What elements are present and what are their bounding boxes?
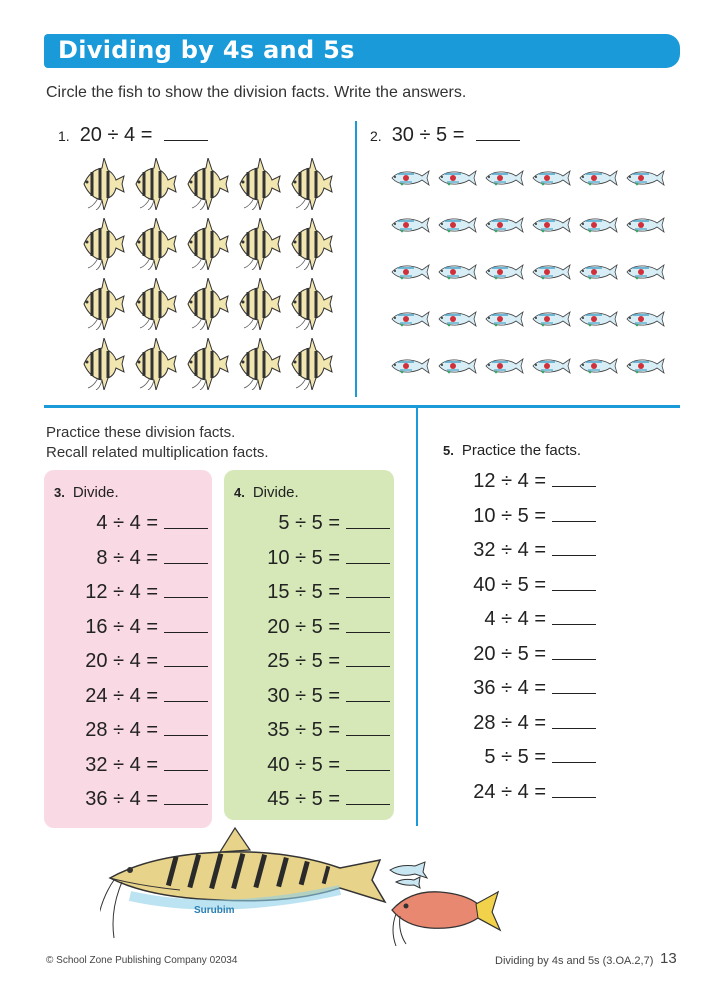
fact-expression: 36 ÷ 4 = <box>85 788 158 810</box>
divider-top-vertical <box>355 121 357 397</box>
fact-expression: 45 ÷ 5 = <box>267 788 340 810</box>
section-3-heading <box>54 484 119 501</box>
small-fish-icon[interactable] <box>484 309 524 329</box>
section-4-label: Divide. <box>252 484 299 501</box>
section3-fact-9 <box>50 788 208 811</box>
page-number: 13 <box>660 950 677 967</box>
section5-fact-5 <box>440 608 596 631</box>
angelfish-icon[interactable] <box>78 278 126 330</box>
answer-blank[interactable] <box>346 514 390 529</box>
fact-expression: 32 ÷ 4 = <box>85 753 158 776</box>
angelfish-icon[interactable] <box>182 158 230 210</box>
small-fish-icon[interactable] <box>390 309 430 329</box>
angelfish-icon[interactable] <box>130 338 178 390</box>
small-fish-icon[interactable] <box>578 262 618 282</box>
angelfish-icon[interactable] <box>182 338 230 390</box>
section4-fact-7 <box>232 719 390 742</box>
problem-1-expression: 20 ÷ 4 = <box>79 124 153 146</box>
fact-expression: 10 ÷ 5 = <box>267 546 340 569</box>
fact-expression: 5 ÷ 5 = <box>278 512 340 534</box>
small-fish-icon[interactable] <box>437 262 477 282</box>
answer-blank[interactable] <box>164 756 208 771</box>
small-fish-icon[interactable] <box>390 262 430 282</box>
section3-fact-8 <box>50 754 208 777</box>
answer-blank[interactable] <box>552 576 596 591</box>
fact-expression: 25 ÷ 5 = <box>267 650 340 672</box>
practice-intro <box>46 423 269 463</box>
fact-expression: 20 ÷ 4 = <box>85 650 158 672</box>
fact-expression: 16 ÷ 4 = <box>85 615 158 638</box>
section5-fact-10 <box>440 781 596 804</box>
small-fish-icon[interactable] <box>531 309 571 329</box>
fish-illustration <box>100 820 510 950</box>
answer-blank[interactable] <box>346 756 390 771</box>
problem-2-answer-blank[interactable] <box>476 126 520 141</box>
answer-blank[interactable] <box>552 645 596 660</box>
problem-1 <box>58 124 208 147</box>
small-fish-icon[interactable] <box>484 215 524 235</box>
fact-expression: 4 ÷ 4 = <box>96 512 158 534</box>
angelfish-icon[interactable] <box>234 218 282 270</box>
angelfish-icon[interactable] <box>78 218 126 270</box>
fact-expression: 5 ÷ 5 = <box>484 746 546 768</box>
small-fish-icon[interactable] <box>484 168 524 188</box>
section3-fact-3 <box>50 581 208 604</box>
page-title: Dividing by 4s and 5s <box>58 36 355 64</box>
section5-fact-6 <box>440 643 596 666</box>
answer-blank[interactable] <box>552 783 596 798</box>
answer-blank[interactable] <box>164 514 208 529</box>
angelfish-icon[interactable] <box>286 218 334 270</box>
fact-expression: 35 ÷ 5 = <box>267 719 340 741</box>
practice-intro-line2: Recall related multiplication facts. <box>46 444 269 461</box>
answer-blank[interactable] <box>164 618 208 633</box>
section3-fact-5 <box>50 650 208 673</box>
small-fish-icon[interactable] <box>390 168 430 188</box>
divider-horizontal <box>44 405 680 408</box>
small-fish-icon[interactable] <box>625 309 665 329</box>
section-5-heading <box>443 442 581 459</box>
section3-fact-7 <box>50 719 208 742</box>
answer-blank[interactable] <box>552 472 596 487</box>
small-fish-icon[interactable] <box>578 309 618 329</box>
fact-expression: 36 ÷ 4 = <box>473 677 546 699</box>
answer-blank[interactable] <box>164 549 208 564</box>
fact-expression: 40 ÷ 5 = <box>473 573 546 596</box>
answer-blank[interactable] <box>346 618 390 633</box>
angelfish-icon[interactable] <box>286 278 334 330</box>
small-fish-icon <box>390 862 427 888</box>
answer-blank[interactable] <box>552 679 596 694</box>
section3-fact-4 <box>50 616 208 639</box>
angelfish-icon[interactable] <box>130 278 178 330</box>
small-fish-grid <box>390 168 675 388</box>
footer-topic: Dividing by 4s and 5s (3.OA.2,7) <box>495 955 654 967</box>
section5-fact-4 <box>440 574 596 597</box>
angelfish-grid <box>78 158 343 390</box>
fact-expression: 28 ÷ 4 = <box>473 711 546 734</box>
small-fish-icon[interactable] <box>625 168 665 188</box>
small-fish-icon[interactable] <box>390 215 430 235</box>
section5-fact-8 <box>440 712 596 735</box>
problem-1-answer-blank[interactable] <box>164 126 208 141</box>
red-fish-icon <box>392 892 500 946</box>
answer-blank[interactable] <box>346 721 390 736</box>
section4-fact-1 <box>232 512 390 535</box>
problem-2-number: 2. <box>370 128 382 144</box>
fact-expression: 12 ÷ 4 = <box>473 470 546 492</box>
divider-bottom-vertical <box>416 408 418 826</box>
section-4-panel <box>224 470 394 820</box>
small-fish-icon[interactable] <box>578 356 618 376</box>
small-fish-icon[interactable] <box>625 262 665 282</box>
section-4-number: 4. <box>234 485 245 500</box>
small-fish-icon[interactable] <box>437 309 477 329</box>
angelfish-icon[interactable] <box>234 278 282 330</box>
small-fish-icon[interactable] <box>531 168 571 188</box>
answer-blank[interactable] <box>346 790 390 805</box>
section4-fact-4 <box>232 616 390 639</box>
section4-fact-5 <box>232 650 390 673</box>
fact-expression: 15 ÷ 5 = <box>267 581 340 603</box>
small-fish-icon[interactable] <box>531 215 571 235</box>
problem-1-number: 1. <box>58 128 70 144</box>
section-3-panel <box>44 470 212 828</box>
fact-expression: 12 ÷ 4 = <box>85 581 158 603</box>
angelfish-icon[interactable] <box>78 338 126 390</box>
small-fish-icon[interactable] <box>390 356 430 376</box>
section5-fact-9 <box>440 746 596 769</box>
small-fish-icon[interactable] <box>437 215 477 235</box>
angelfish-icon[interactable] <box>130 158 178 210</box>
fact-expression: 30 ÷ 5 = <box>267 684 340 707</box>
section3-fact-6 <box>50 685 208 708</box>
angelfish-icon[interactable] <box>182 218 230 270</box>
section4-fact-2 <box>232 547 390 570</box>
fact-expression: 20 ÷ 5 = <box>267 615 340 638</box>
small-fish-icon[interactable] <box>625 215 665 235</box>
answer-blank[interactable] <box>552 714 596 729</box>
problem-2 <box>370 124 520 147</box>
small-fish-icon[interactable] <box>578 168 618 188</box>
angelfish-icon[interactable] <box>78 158 126 210</box>
surubim-fish-icon <box>100 828 385 938</box>
answer-blank[interactable] <box>552 541 596 556</box>
section4-fact-9 <box>232 788 390 811</box>
section3-fact-2 <box>50 547 208 570</box>
small-fish-icon[interactable] <box>625 356 665 376</box>
problem-2-expression: 30 ÷ 5 = <box>391 124 465 146</box>
answer-blank[interactable] <box>552 610 596 625</box>
fact-expression: 4 ÷ 4 = <box>484 608 546 630</box>
practice-intro-line1: Practice these division facts. <box>46 424 236 441</box>
instructions: Circle the fish to show the division facts. Write the answers. <box>46 84 467 101</box>
answer-blank[interactable] <box>346 583 390 598</box>
section-5-number: 5. <box>443 443 454 458</box>
answer-blank[interactable] <box>552 748 596 763</box>
fact-expression: 24 ÷ 4 = <box>473 780 546 803</box>
fact-expression: 24 ÷ 4 = <box>85 684 158 707</box>
answer-blank[interactable] <box>552 507 596 522</box>
angelfish-icon[interactable] <box>130 218 178 270</box>
section4-fact-8 <box>232 754 390 777</box>
section-3-label: Divide. <box>72 484 119 501</box>
section5-fact-2 <box>440 505 596 528</box>
section-4-heading <box>234 484 299 501</box>
fact-expression: 32 ÷ 4 = <box>473 539 546 561</box>
angelfish-icon[interactable] <box>286 338 334 390</box>
angelfish-icon[interactable] <box>182 278 230 330</box>
surubim-label: Surubim <box>194 905 235 916</box>
answer-blank[interactable] <box>346 549 390 564</box>
section4-fact-6 <box>232 685 390 708</box>
small-fish-icon[interactable] <box>437 168 477 188</box>
answer-blank[interactable] <box>164 790 208 805</box>
fact-expression: 8 ÷ 4 = <box>96 546 158 569</box>
section3-fact-1 <box>50 512 208 535</box>
angelfish-icon[interactable] <box>234 338 282 390</box>
section5-fact-3 <box>440 539 596 562</box>
answer-blank[interactable] <box>164 687 208 702</box>
fact-expression: 20 ÷ 5 = <box>473 642 546 665</box>
answer-blank[interactable] <box>164 721 208 736</box>
title-banner <box>44 34 680 68</box>
fact-expression: 28 ÷ 4 = <box>85 719 158 741</box>
section-3-number: 3. <box>54 485 65 500</box>
section5-fact-7 <box>440 677 596 700</box>
answer-blank[interactable] <box>346 652 390 667</box>
small-fish-icon[interactable] <box>484 262 524 282</box>
small-fish-icon[interactable] <box>531 262 571 282</box>
answer-blank[interactable] <box>164 583 208 598</box>
section5-fact-1 <box>440 470 596 493</box>
angelfish-icon[interactable] <box>234 158 282 210</box>
section4-fact-3 <box>232 581 390 604</box>
fact-expression: 10 ÷ 5 = <box>473 504 546 527</box>
small-fish-icon[interactable] <box>531 356 571 376</box>
footer-copyright: © School Zone Publishing Company 02034 <box>46 955 238 966</box>
answer-blank[interactable] <box>346 687 390 702</box>
answer-blank[interactable] <box>164 652 208 667</box>
section-5-label: Practice the facts. <box>461 442 582 459</box>
fact-expression: 40 ÷ 5 = <box>267 753 340 776</box>
small-fish-icon[interactable] <box>484 356 524 376</box>
small-fish-icon[interactable] <box>578 215 618 235</box>
angelfish-icon[interactable] <box>286 158 334 210</box>
small-fish-icon[interactable] <box>437 356 477 376</box>
